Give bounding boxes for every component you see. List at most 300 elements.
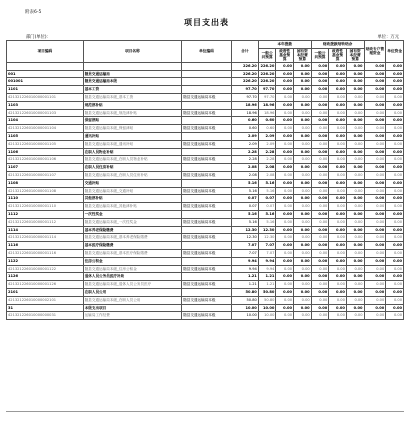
cell-project-code: 1114 (7, 226, 84, 234)
cell-project-code: 1105 (7, 132, 84, 140)
cell-amount: 0.00 (294, 125, 312, 133)
cell-amount: 0.00 (329, 257, 347, 265)
cell-project-name: 运输局工作经费 (83, 312, 181, 320)
cell-unit-code (182, 117, 232, 125)
cell-project-name: 本级支出项目 (83, 304, 181, 312)
cell-amount: 226.20 (258, 70, 276, 78)
cell-amount: 0.00 (294, 234, 312, 242)
cell-amount: 0.00 (294, 140, 312, 148)
cell-amount: 0.00 (346, 148, 364, 156)
cell-amount: 50.80 (258, 288, 276, 296)
table-row (7, 78, 404, 86)
cell-amount: 0.00 (311, 132, 329, 140)
cell-project-code (7, 62, 84, 70)
cell-total: 50.80 (231, 288, 258, 296)
cell-amount: 0.00 (329, 171, 347, 179)
cell-total: 226.20 (231, 62, 258, 70)
cell-total: 12.30 (231, 234, 258, 242)
cell-amount: 0.00 (276, 187, 294, 195)
cell-unit-code: 随县交通运输局本级 (182, 156, 232, 164)
cell-amount: 0.00 (364, 273, 386, 281)
cell-amount: 0.00 (311, 218, 329, 226)
table-row (7, 62, 404, 70)
cell-unit-code (182, 164, 232, 172)
cell-total: 226.20 (231, 78, 258, 86)
cell-total: 2.28 (231, 156, 258, 164)
cell-amount: 0.00 (386, 86, 404, 94)
cell-amount: 0.00 (311, 210, 329, 218)
table-row (7, 187, 404, 195)
cell-amount: 5.16 (258, 218, 276, 226)
cell-amount: 0.00 (386, 304, 404, 312)
cell-amount: 0.00 (386, 257, 404, 265)
cell-amount: 0.00 (294, 164, 312, 172)
cell-amount: 0.00 (386, 296, 404, 304)
cell-project-code: 2101 (7, 288, 84, 296)
cell-amount: 0.00 (386, 179, 404, 187)
cell-amount: 0.00 (294, 273, 312, 281)
cell-amount: 0.00 (294, 101, 312, 109)
table-row (7, 288, 404, 296)
cell-amount: 0.00 (329, 281, 347, 289)
cell-amount: 0.00 (276, 257, 294, 265)
cell-unit-code (182, 101, 232, 109)
cell-project-code: 421321226010000001104 (7, 125, 84, 133)
project-expenditure-table (6, 40, 404, 320)
cell-amount: 0.00 (276, 171, 294, 179)
cell-amount: 0.00 (364, 187, 386, 195)
cell-project-name: 随县交通运输局本级_交通补贴 (83, 187, 181, 195)
cell-amount: 0.00 (311, 148, 329, 156)
cell-unit-code: 随县交通运输局本级 (182, 93, 232, 101)
cell-project-code: 1116 (7, 242, 84, 250)
cell-amount: 0.00 (276, 164, 294, 172)
cell-amount: 0.00 (311, 242, 329, 250)
cell-unit-code (182, 132, 232, 140)
table-row (7, 226, 404, 234)
cell-amount: 0.00 (329, 234, 347, 242)
cell-project-name: 随县交通运输局本级_基本养老保险缴费 (83, 234, 181, 242)
cell-amount: 0.00 (294, 281, 312, 289)
cell-amount: 0.00 (276, 218, 294, 226)
cell-amount: 2.08 (258, 171, 276, 179)
cell-amount: 0.00 (364, 78, 386, 86)
table-row (7, 296, 404, 304)
cell-amount: 9.94 (258, 265, 276, 273)
cell-amount: 0.00 (276, 125, 294, 133)
cell-amount: 0.00 (364, 62, 386, 70)
cell-amount: 0.00 (311, 273, 329, 281)
cell-project-name: 随县交通运输局本级_基本工资 (83, 93, 181, 101)
cell-amount: 0.00 (386, 273, 404, 281)
header-unit-funds: 单位资金 (386, 41, 404, 63)
cell-amount: 0.00 (346, 179, 364, 187)
table-row (7, 242, 404, 250)
cell-project-code: 421321226010000001105 (7, 140, 84, 148)
cell-amount: 0.00 (329, 93, 347, 101)
header-group-current: 本年拨款 (258, 41, 311, 49)
cell-amount: 0.00 (311, 187, 329, 195)
cell-amount: 0.00 (386, 148, 404, 156)
cell-amount: 97.70 (258, 93, 276, 101)
cell-amount: 0.00 (346, 242, 364, 250)
cell-project-name: 随县交通运输局本级_基本医疗保险缴费 (83, 249, 181, 257)
cell-unit-code (182, 242, 232, 250)
cell-amount: 0.00 (329, 195, 347, 203)
cell-amount: 0.60 (258, 125, 276, 133)
cell-amount: 0.00 (294, 312, 312, 320)
cell-amount: 0.00 (311, 93, 329, 101)
cell-amount: 0.00 (294, 195, 312, 203)
cell-unit-code: 随县交通运输局本级 (182, 265, 232, 273)
cell-unit-code: 随县交通运输局本级 (182, 218, 232, 226)
cell-project-code: 421321226010000001126 (7, 281, 84, 289)
cell-amount: 0.00 (386, 164, 404, 172)
cell-amount: 0.00 (386, 265, 404, 273)
cell-total: 1.21 (231, 273, 258, 281)
cell-project-code: 421321226010000001114 (7, 234, 84, 242)
cell-amount: 0.00 (364, 109, 386, 117)
cell-amount: 0.00 (364, 304, 386, 312)
cell-amount: 0.00 (294, 117, 312, 125)
cell-amount: 5.16 (258, 210, 276, 218)
cell-project-code: 421321226010000001116 (7, 249, 84, 257)
cell-amount: 0.00 (276, 203, 294, 211)
cell-amount: 0.00 (311, 304, 329, 312)
cell-amount: 0.00 (276, 288, 294, 296)
cell-amount: 0.00 (329, 109, 347, 117)
cell-project-code: 1104 (7, 117, 84, 125)
cell-amount: 0.00 (294, 70, 312, 78)
currency-unit-label: 单位：万元 (377, 35, 399, 40)
cell-unit-code: 随县交通运输局本级 (182, 249, 232, 257)
cell-total: 0.60 (231, 125, 258, 133)
cell-total: 7.07 (231, 242, 258, 250)
cell-amount: 0.00 (364, 117, 386, 125)
cell-amount: 0.00 (346, 210, 364, 218)
cell-amount: 0.00 (294, 203, 312, 211)
cell-project-name: 随县交通运输局本级_一次性奖金 (83, 218, 181, 226)
cell-project-code: 421321226010000001112 (7, 218, 84, 226)
cell-amount: 0.00 (276, 210, 294, 218)
cell-amount: 0.00 (294, 218, 312, 226)
cell-unit-code (182, 179, 232, 187)
cell-amount: 0.00 (329, 187, 347, 195)
cell-amount: 0.00 (329, 125, 347, 133)
cell-amount: 0.00 (386, 203, 404, 211)
cell-amount: 0.00 (311, 62, 329, 70)
cell-amount: 0.00 (386, 242, 404, 250)
cell-amount: 226.20 (258, 62, 276, 70)
cell-amount: 0.00 (364, 296, 386, 304)
cell-amount: 7.07 (258, 249, 276, 257)
cell-project-code: 1108 (7, 179, 84, 187)
table-row (7, 117, 404, 125)
cell-amount: 0.00 (386, 187, 404, 195)
cell-project-code: 31 (7, 304, 84, 312)
cell-unit-code (182, 304, 232, 312)
cell-project-name: 随县交通运输局本级_通讯补贴 (83, 140, 181, 148)
cell-amount: 0.00 (294, 86, 312, 94)
table-row (7, 179, 404, 187)
table-row (7, 257, 404, 265)
cell-amount: 0.00 (276, 101, 294, 109)
cell-amount: 0.00 (364, 249, 386, 257)
cell-amount: 18.96 (258, 109, 276, 117)
table-row (7, 156, 404, 164)
table-row (7, 265, 404, 273)
cell-project-name: 通讯补贴 (83, 132, 181, 140)
cell-project-code: 421321226010000001107 (7, 171, 84, 179)
cell-total: 10.00 (231, 312, 258, 320)
cell-amount: 0.00 (294, 148, 312, 156)
cell-amount: 0.00 (311, 101, 329, 109)
cell-amount: 0.00 (346, 171, 364, 179)
cell-project-code: 1101 (7, 86, 84, 94)
cell-amount: 0.00 (294, 265, 312, 273)
cell-project-code: 421321226010000001108 (7, 187, 84, 195)
cell-project-name: 随县交通运输局本级 (83, 78, 181, 86)
cell-amount: 0.00 (364, 234, 386, 242)
cell-amount: 0.00 (276, 195, 294, 203)
cell-project-code: 421321226010000000031 (7, 312, 84, 320)
cell-amount: 0.00 (311, 86, 329, 94)
table-row (7, 195, 404, 203)
cell-amount: 0.00 (329, 288, 347, 296)
cell-amount: 50.80 (258, 296, 276, 304)
cell-amount: 0.00 (364, 132, 386, 140)
cell-amount: 97.70 (258, 86, 276, 94)
cell-unit-code: 随县交通运输局本级 (182, 171, 232, 179)
cell-amount: 0.00 (276, 242, 294, 250)
cell-amount: 0.00 (294, 304, 312, 312)
cell-unit-code (182, 148, 232, 156)
cell-project-name: 在职人员物业补贴 (83, 148, 181, 156)
cell-amount: 0.00 (364, 265, 386, 273)
cell-amount: 0.00 (346, 304, 364, 312)
cell-total: 0.07 (231, 195, 258, 203)
cell-total: 2.28 (231, 148, 258, 156)
cell-amount: 0.00 (329, 78, 347, 86)
cell-amount: 0.00 (276, 148, 294, 156)
cell-amount: 0.00 (311, 265, 329, 273)
cell-amount: 5.16 (258, 179, 276, 187)
cell-project-code: 1107 (7, 164, 84, 172)
cell-project-name: 随县交通运输局本级_规范津补贴 (83, 109, 181, 117)
cell-amount: 0.00 (329, 265, 347, 273)
cell-amount: 18.96 (258, 101, 276, 109)
cell-project-code: 421321226010000001106 (7, 156, 84, 164)
cell-amount: 0.00 (276, 265, 294, 273)
department-label: 部门(单位)： (26, 35, 51, 40)
cell-project-code: 001 (7, 70, 84, 78)
cell-project-code: 1122 (7, 257, 84, 265)
cell-amount: 0.00 (386, 281, 404, 289)
cell-total: 1.21 (231, 281, 258, 289)
cell-amount: 0.00 (329, 218, 347, 226)
cell-unit-code (182, 226, 232, 234)
cell-amount: 0.00 (364, 156, 386, 164)
cell-amount: 0.00 (311, 249, 329, 257)
cell-amount: 0.00 (329, 273, 347, 281)
cell-total: 97.70 (231, 86, 258, 94)
cell-amount: 0.00 (276, 132, 294, 140)
cell-amount: 0.00 (364, 93, 386, 101)
header-carry-state: 国有资本经营预算 (346, 48, 364, 62)
cell-total: 226.20 (231, 70, 258, 78)
cell-amount: 0.00 (311, 164, 329, 172)
cell-amount: 0.00 (294, 257, 312, 265)
table-number: 附表6-5 (25, 10, 42, 15)
cell-amount: 0.00 (364, 203, 386, 211)
cell-amount: 0.00 (364, 210, 386, 218)
cell-amount: 0.00 (364, 148, 386, 156)
cell-project-code: 1126 (7, 273, 84, 281)
cell-amount: 0.00 (276, 109, 294, 117)
cell-amount: 0.00 (276, 179, 294, 187)
cell-amount: 0.60 (258, 117, 276, 125)
cell-unit-code (182, 288, 232, 296)
cell-unit-code (182, 62, 232, 70)
cell-amount: 0.00 (311, 203, 329, 211)
cell-amount: 0.00 (346, 156, 364, 164)
cell-amount: 7.07 (258, 242, 276, 250)
cell-project-name: 保留津贴 (83, 117, 181, 125)
cell-project-code: 1110 (7, 195, 84, 203)
table-row (7, 210, 404, 218)
cell-project-name: 住房公积金 (83, 257, 181, 265)
cell-amount: 0.00 (386, 140, 404, 148)
cell-total: 2.09 (231, 140, 258, 148)
cell-amount: 0.00 (329, 140, 347, 148)
cell-amount: 2.09 (258, 132, 276, 140)
cell-amount: 0.00 (346, 70, 364, 78)
cell-project-name: 在职人员公用 (83, 288, 181, 296)
cell-project-code: 001001 (7, 78, 84, 86)
cell-amount: 0.00 (329, 242, 347, 250)
header-gov-fund: 政府性基金预算 (276, 48, 294, 62)
cell-amount: 0.00 (364, 140, 386, 148)
cell-total: 2.09 (231, 132, 258, 140)
cell-amount: 0.00 (329, 156, 347, 164)
cell-project-name: 规范津补贴 (83, 101, 181, 109)
cell-amount: 0.00 (386, 78, 404, 86)
cell-project-code: 1103 (7, 101, 84, 109)
cell-amount: 0.00 (386, 132, 404, 140)
cell-project-name: 基本工资 (83, 86, 181, 94)
cell-project-name: 随县交通运输局本级_在职人员公用 (83, 296, 181, 304)
cell-amount: 0.00 (294, 288, 312, 296)
cell-amount: 0.00 (329, 296, 347, 304)
cell-amount: 0.00 (346, 296, 364, 304)
cell-amount: 0.00 (311, 288, 329, 296)
cell-amount: 0.00 (311, 312, 329, 320)
cell-amount: 0.00 (364, 195, 386, 203)
table-row (7, 281, 404, 289)
cell-amount: 0.00 (311, 171, 329, 179)
header-unit: 单位编码 (182, 41, 232, 63)
cell-amount: 0.00 (386, 101, 404, 109)
header-total: 合计 (231, 41, 258, 63)
cell-amount: 0.00 (364, 226, 386, 234)
cell-unit-code (182, 78, 232, 86)
cell-amount: 0.00 (311, 78, 329, 86)
cell-amount: 0.00 (311, 281, 329, 289)
cell-amount: 0.00 (329, 164, 347, 172)
cell-amount: 0.00 (294, 179, 312, 187)
cell-amount: 0.00 (386, 109, 404, 117)
cell-total: 50.80 (231, 296, 258, 304)
cell-amount: 0.00 (276, 234, 294, 242)
cell-amount: 0.00 (364, 101, 386, 109)
cell-amount: 0.00 (386, 288, 404, 296)
header-code: 项目编码 (7, 41, 84, 63)
cell-amount: 0.00 (346, 195, 364, 203)
cell-amount: 0.00 (386, 312, 404, 320)
cell-amount: 0.00 (329, 62, 347, 70)
cell-unit-code: 随县交通运输局本级 (182, 140, 232, 148)
header-general-budget: 一般公共预算 (258, 48, 276, 62)
cell-amount: 0.00 (311, 125, 329, 133)
cell-project-code: 421321226010000001101 (7, 93, 84, 101)
cell-amount: 0.00 (386, 195, 404, 203)
cell-amount: 0.00 (364, 281, 386, 289)
cell-project-name: 随县交通运输局本级_住房公积金 (83, 265, 181, 273)
cell-unit-code: 随县交通运输局本级 (182, 125, 232, 133)
cell-project-name: 基本养老保险缴费 (83, 226, 181, 234)
cell-total: 9.94 (231, 265, 258, 273)
cell-amount: 0.00 (294, 156, 312, 164)
cell-amount: 0.00 (329, 203, 347, 211)
cell-amount: 0.00 (364, 288, 386, 296)
cell-amount: 226.20 (258, 78, 276, 86)
cell-unit-code (182, 70, 232, 78)
cell-project-name: 随县交通运输局本级_其他津补贴 (83, 203, 181, 211)
table-row (7, 148, 404, 156)
cell-total: 5.16 (231, 187, 258, 195)
cell-amount: 0.00 (346, 203, 364, 211)
cell-amount: 0.00 (294, 78, 312, 86)
cell-amount: 0.00 (311, 179, 329, 187)
cell-amount: 0.00 (346, 187, 364, 195)
cell-amount: 0.00 (346, 249, 364, 257)
cell-amount: 0.00 (276, 304, 294, 312)
cell-amount: 0.00 (386, 226, 404, 234)
cell-amount: 0.00 (311, 156, 329, 164)
cell-amount: 1.21 (258, 281, 276, 289)
cell-amount: 0.00 (329, 70, 347, 78)
cell-amount: 0.00 (329, 304, 347, 312)
cell-amount: 0.00 (294, 109, 312, 117)
cell-amount: 0.00 (294, 249, 312, 257)
cell-project-name: 随县交通运输局本级_保留津贴 (83, 125, 181, 133)
cell-amount: 0.00 (276, 62, 294, 70)
table-row (7, 218, 404, 226)
cell-total: 0.60 (231, 117, 258, 125)
cell-amount: 0.00 (294, 296, 312, 304)
table-row (7, 164, 404, 172)
cell-amount: 1.21 (258, 273, 276, 281)
cell-total: 9.94 (231, 257, 258, 265)
cell-project-name: 一次性奖金 (83, 210, 181, 218)
cell-amount: 0.00 (386, 210, 404, 218)
header-state-capital: 国有资本经营预算 (294, 48, 312, 62)
cell-unit-code (182, 210, 232, 218)
cell-amount: 0.07 (258, 203, 276, 211)
cell-amount: 0.00 (346, 140, 364, 148)
table-row (7, 132, 404, 140)
cell-amount: 0.00 (386, 125, 404, 133)
